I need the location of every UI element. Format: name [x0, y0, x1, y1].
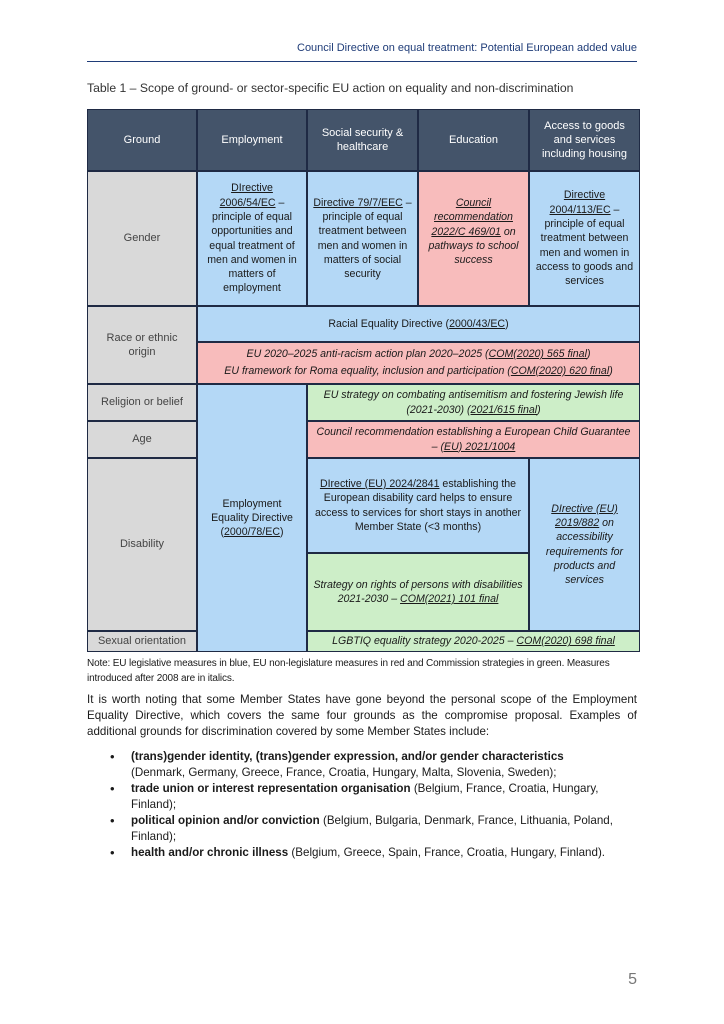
child-guarantee-cell	[307, 421, 640, 458]
roma-framework-close: )	[609, 365, 613, 377]
roma-framework-text: EU framework for Roma equality, inclusion and participation (	[224, 365, 511, 377]
gender-goods-cell	[529, 171, 640, 306]
child-guarantee-text: Council recommendation establishing a European Child Guarantee –	[316, 426, 631, 453]
racial-equality-link[interactable]: 2000/43/EC	[449, 317, 506, 330]
ground-gender: Gender	[87, 171, 197, 306]
lgbtiq-text: LGBTIQ equality strategy 2020-2025 –	[332, 635, 517, 648]
table-note: Note: EU legislative measures in blue, EU non-legislature measures in red and Commission strategies in green. Measures introduced after 2008 are in italics.	[87, 658, 610, 684]
ground-disability: Disability	[87, 458, 197, 631]
ground-age: Age	[87, 421, 197, 458]
list-item	[110, 845, 620, 861]
employment-equality-text: Employment Equality Directive (	[211, 497, 293, 539]
list-item-bold: trade union or interest representation organisation	[131, 782, 411, 795]
gender-employment-link[interactable]: DIrective 2006/54/EC	[219, 182, 276, 209]
antisemitism-text: EU strategy on combating antisemitism and fostering Jewish life (2021-2030) (	[323, 389, 624, 416]
list-item-bold: (trans)gender identity, (trans)gender expression, and/or gender characteristics	[131, 750, 564, 763]
list-item-text: (Belgium, Bulgaria, Denmark, France, Lithuania, Poland, Finland);	[131, 814, 613, 843]
list-item-text: (Belgium, Greece, Spain, France, Croatia, Hungary, Finland).	[288, 846, 606, 859]
body-paragraph: It is worth noting that some Member States have gone beyond the personal scope of the Employment Equality Directive, which covers the same four grounds as the compromise proposal. Examples of additional grounds for discrimination covered by some Member States include:	[87, 693, 637, 738]
accessibility-directive-cell	[529, 458, 640, 631]
list-item-text: (Belgium, France, Croatia, Hungary, Finland);	[131, 782, 599, 811]
ground-sexual-orientation: Sexual orientation	[87, 631, 197, 652]
anti-racism-link[interactable]: COM(2020) 565 final	[488, 348, 587, 360]
col-header-ground: Ground	[87, 109, 197, 171]
racial-equality-directive-cell	[197, 306, 640, 342]
ground-race: Race or ethnic origin	[87, 306, 197, 384]
disability-card-link[interactable]: DIrective (EU) 2024/2841	[319, 477, 440, 490]
header-rule	[87, 61, 637, 62]
gender-social-cell	[307, 171, 418, 306]
col-header-education: Education	[418, 109, 529, 171]
employment-equality-directive-cell	[197, 384, 307, 652]
gender-social-link[interactable]: Directive 79/7/EEC	[313, 196, 403, 209]
disability-strategy-link[interactable]: COM(2021) 101 final	[400, 593, 499, 605]
gender-employment-cell	[197, 171, 307, 306]
racial-equality-text: Racial Equality Directive (	[328, 317, 450, 330]
gender-employment-text: – principle of equal opportunities and equal treatment of men and women in matters of employment	[207, 196, 297, 295]
antisemitism-strategy-cell	[307, 384, 640, 421]
disability-strategy-cell	[307, 553, 529, 631]
scope-table	[87, 109, 640, 652]
accessibility-directive-text: on accessibility requirements for products and services	[545, 516, 624, 587]
page-number: 5	[628, 971, 637, 988]
gender-goods-link[interactable]: Directive 2004/113/EC	[549, 189, 611, 216]
gender-education-link[interactable]: Council recommendation 2022/C 469/01	[431, 197, 513, 238]
list-item	[110, 781, 620, 813]
employment-equality-link[interactable]: 2000/78/EC	[224, 526, 280, 539]
anti-racism-cell	[197, 342, 640, 384]
table-caption: Table 1 – Scope of ground- or sector-specific EU action on equality and non-discrimination	[87, 81, 574, 95]
list-item	[110, 813, 620, 845]
disability-card-text: establishing the European disability card helps to ensure access to services for short stays in another Member State (<3 months)	[314, 477, 522, 533]
roma-framework-link[interactable]: COM(2020) 620 final	[510, 365, 610, 377]
accessibility-directive-link[interactable]: DIrective (EU) 2019/882	[551, 502, 618, 529]
list-item-bold: political opinion and/or conviction	[131, 814, 320, 827]
gender-education-cell	[418, 171, 529, 306]
gender-social-text: – principle of equal treatment between men and women in matters of social security	[317, 196, 412, 281]
list-item	[110, 749, 620, 781]
disability-card-cell	[307, 458, 529, 553]
anti-racism-text: EU 2020–2025 anti-racism action plan 2020–2025 (	[246, 348, 489, 360]
lgbtiq-strategy-cell	[307, 631, 640, 652]
col-header-social-security: Social security & healthcare	[307, 109, 418, 171]
antisemitism-link[interactable]: 2021/615 final	[470, 403, 538, 416]
list-item-bold: health and/or chronic illness	[131, 846, 289, 859]
lgbtiq-link[interactable]: COM(2020) 698 final	[516, 635, 615, 648]
col-header-employment: Employment	[197, 109, 307, 171]
anti-racism-close: )	[586, 348, 591, 360]
gender-education-text: on pathways to school success	[428, 225, 519, 267]
child-guarantee-link[interactable]: (EU) 2021/1004	[440, 440, 516, 453]
disability-strategy-text: Strategy on rights of persons with disabilities 2021-2030 –	[313, 578, 523, 605]
ground-religion: Religion or belief	[87, 384, 197, 421]
gender-goods-text: – principle of equal treatment between men and women in access to goods and services	[535, 203, 634, 288]
employment-equality-close: )	[279, 526, 284, 539]
col-header-goods-services: Access to goods and services including housing	[529, 109, 640, 171]
grounds-list	[110, 749, 620, 861]
antisemitism-close: )	[537, 403, 541, 416]
racial-equality-close: )	[505, 317, 509, 330]
running-header: Council Directive on equal treatment: Potential European added value	[297, 42, 637, 54]
list-item-text: (Denmark, Germany, Greece, France, Croatia, Hungary, Malta, Slovenia, Sweden);	[131, 766, 557, 779]
